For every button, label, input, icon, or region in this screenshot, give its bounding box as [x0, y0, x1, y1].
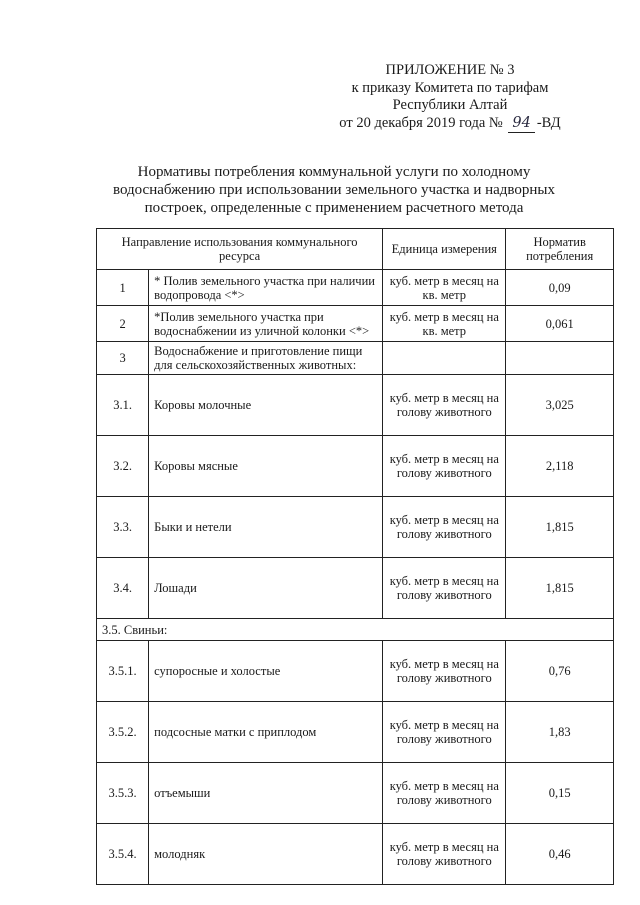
row-unit: куб. метр в месяц на голову животного	[383, 436, 506, 497]
row-unit: куб. метр в месяц на голову животного	[383, 375, 506, 436]
row-number: 3.1.	[97, 375, 149, 436]
appendix-title: ПРИЛОЖЕНИЕ № 3	[385, 62, 515, 78]
row-value	[506, 342, 614, 375]
row-value: 0,76	[506, 641, 614, 702]
row-direction: супоросные и холостые	[149, 641, 383, 702]
header-direction: Направление использования коммунального ресурса	[97, 229, 383, 270]
row-unit: куб. метр в месяц на голову животного	[383, 702, 506, 763]
row-direction: Быки и нетели	[149, 497, 383, 558]
row-unit: куб. метр в месяц на голову животного	[383, 641, 506, 702]
row-number: 3.5.1.	[97, 641, 149, 702]
row-unit: куб. метр в месяц на голову животного	[383, 558, 506, 619]
row-number: 3.2.	[97, 436, 149, 497]
table-row	[97, 702, 614, 763]
row-unit	[383, 342, 506, 375]
row-value: 2,118	[506, 436, 614, 497]
row-number: 2	[97, 306, 149, 342]
appendix-date-line	[300, 115, 600, 134]
appendix-date: от 20 декабря 2019 года №	[339, 114, 503, 131]
row-direction: Коровы молочные	[149, 375, 383, 436]
row-unit: куб. метр в месяц на кв. метр	[383, 306, 506, 342]
table-header-row	[97, 229, 614, 270]
section-row	[97, 619, 614, 641]
row-value: 0,15	[506, 763, 614, 824]
table-row	[97, 763, 614, 824]
row-number: 1	[97, 270, 149, 306]
row-direction: подсосные матки с приплодом	[149, 702, 383, 763]
document-title: Нормативы потребления коммунальной услуги по холодному водоснабжению при использовании земельного участка и надворных построек, определенные с применением расчетного метода	[112, 164, 556, 216]
row-unit: куб. метр в месяц на голову животного	[383, 763, 506, 824]
row-value: 3,025	[506, 375, 614, 436]
table-row	[97, 436, 614, 497]
norms-table	[96, 228, 614, 885]
order-number-handwritten: 94	[508, 115, 534, 134]
row-number: 3.4.	[97, 558, 149, 619]
header-unit: Единица измерения	[383, 229, 506, 270]
row-direction: * Полив земельного участка при наличии водопровода <*>	[149, 270, 383, 306]
row-direction: отъемыши	[149, 763, 383, 824]
table-row	[97, 824, 614, 885]
row-number: 3.5.2.	[97, 702, 149, 763]
table-row	[97, 342, 614, 375]
row-value: 0,09	[506, 270, 614, 306]
header-norm: Норматив потребления	[506, 229, 614, 270]
row-unit: куб. метр в месяц на кв. метр	[383, 270, 506, 306]
row-value: 1,815	[506, 497, 614, 558]
row-direction: Лошади	[149, 558, 383, 619]
table-row	[97, 306, 614, 342]
table-row	[97, 558, 614, 619]
table-row	[97, 497, 614, 558]
row-number: 3.5.3.	[97, 763, 149, 824]
appendix-region: Республики Алтай	[392, 97, 508, 113]
table-row	[97, 641, 614, 702]
appendix-order-ref: к приказу Комитета по тарифам	[351, 79, 549, 96]
row-value: 0,061	[506, 306, 614, 342]
row-direction: Водоснабжение и приготовление пищи для сельскохозяйственных животных:	[149, 342, 383, 375]
row-number: 3	[97, 342, 149, 375]
section-title-pigs: 3.5. Свиньи:	[97, 619, 614, 641]
row-value: 1,815	[506, 558, 614, 619]
table-row	[97, 375, 614, 436]
row-direction: молодняк	[149, 824, 383, 885]
row-unit: куб. метр в месяц на голову животного	[383, 824, 506, 885]
row-number: 3.3.	[97, 497, 149, 558]
row-value: 1,83	[506, 702, 614, 763]
appendix-header	[300, 62, 600, 133]
order-suffix: -ВД	[536, 114, 561, 131]
row-direction: Коровы мясные	[149, 436, 383, 497]
row-number: 3.5.4.	[97, 824, 149, 885]
table-row	[97, 270, 614, 306]
row-unit: куб. метр в месяц на голову животного	[383, 497, 506, 558]
row-value: 0,46	[506, 824, 614, 885]
row-direction: *Полив земельного участка при водоснабжении из уличной колонки <*>	[149, 306, 383, 342]
